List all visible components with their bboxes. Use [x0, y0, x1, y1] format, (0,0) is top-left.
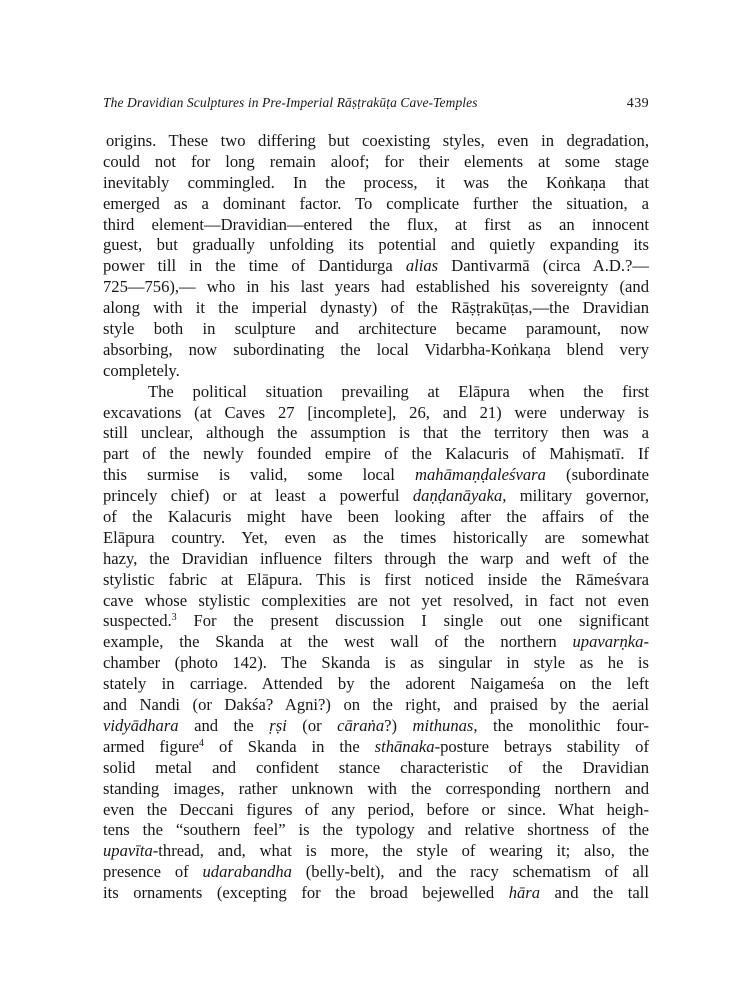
- book-page: [103, 95, 649, 904]
- text-line: guest, but gradually unfolding its potential and quietly expanding its: [103, 235, 649, 255]
- text-line: completely.: [103, 360, 180, 380]
- page-number: 439: [626, 96, 649, 111]
- text-line: stylistic fabric at Elāpura. This is first noticed inside the Rāmeśvara: [103, 569, 649, 589]
- text-line: armed figure$^4$ of Skanda in the sthānaka-posture betrays stability of: [103, 736, 649, 756]
- text-line: The political situation prevailing at Elāpura when the first: [148, 381, 649, 401]
- text-line: solid metal and confident stance characteristic of the Dravidian: [103, 757, 649, 777]
- text-line: power till in the time of Dantidurga alias Dantivarmā (circa A.D.?—: [103, 256, 649, 276]
- text-line: style both in sculpture and architecture became paramount, now: [103, 319, 649, 339]
- text-line: could not for long remain aloof; for their elements at some stage: [103, 151, 649, 171]
- text-line: still unclear, although the assumption is that the territory then was a: [103, 423, 649, 443]
- running-head: [103, 95, 649, 121]
- text-line: 725—756),— who in his last years had established his sovereignty (and: [103, 277, 649, 297]
- text-line: its ornaments (excepting for the broad bejewelled hāra and the tall: [103, 883, 650, 903]
- text-line: absorbing, now subordinating the local Vidarbha-Koṅkaṇa blend very: [103, 339, 649, 359]
- text-line: cave whose stylistic complexities are not yet resolved, in fact not even: [103, 590, 649, 610]
- text-line: origins. These two differing but coexisting styles, even in degradation,: [106, 131, 649, 150]
- text-line: Elāpura country. Yet, even as the times historically are somewhat: [103, 527, 649, 547]
- text-line: hazy, the Dravidian influence filters through the warp and weft of the: [103, 548, 649, 568]
- text-line: of the Kalacuris might have been looking after the affairs of the: [103, 507, 649, 527]
- text-line: upavīta-thread, and, what is more, the style of wearing it; also, the: [103, 841, 649, 861]
- text-line: vidyādhara and the ṛṣi (or cāraṅa?) mithunas, the monolithic four-: [103, 715, 649, 735]
- text-line: standing images, rather unknown with the corresponding northern and: [103, 778, 649, 798]
- text-line: princely chief) or at least a powerful daṇḍanāyaka, military governor,: [103, 486, 650, 506]
- text-line: and Nandi (or Dakśa? Agni?) on the right, and praised by the aerial: [103, 695, 649, 715]
- body-text: [103, 131, 649, 904]
- text-line: inevitably commingled. In the process, it was the Koṅkaṇa that: [103, 172, 649, 192]
- footnote-marker: 4: [199, 737, 205, 749]
- running-title: The Dravidian Sculptures in Pre-Imperial Rāṣṭrakūṭa Cave-Temples: [103, 95, 478, 110]
- text-line: presence of udarabandha (belly-belt), and the racy schematism of all: [103, 862, 649, 882]
- footnote-marker: 3: [171, 612, 177, 624]
- text-line: emerged as a dominant factor. To complicate further the situation, a: [103, 193, 649, 213]
- text-line: chamber (photo 142). The Skanda is as singular in style as he is: [103, 653, 649, 673]
- text-line: part of the newly founded empire of the Kalacuris of Mahiṣmatī. If: [103, 444, 649, 464]
- text-line: example, the Skanda at the west wall of the northern upavarṇka-: [103, 632, 649, 652]
- text-line: third element—Dravidian—entered the flux, at first as an innocent: [103, 214, 649, 234]
- text-line: stately in carriage. Attended by the adorent Naigameśa on the left: [103, 674, 649, 694]
- text-line: suspected.$^3$ For the present discussion I single out one significant: [103, 611, 649, 631]
- text-line: tens the “southern feel” is the typology and relative shortness of the: [103, 820, 649, 840]
- text-line: excavations (at Caves 27 [incomplete], 26, and 21) were underway is: [103, 402, 649, 422]
- text-line: even the Deccani figures of any period, before or since. What heigh-: [103, 799, 649, 819]
- text-line: this surmise is valid, some local mahāmaṇḍaleśvara (subordinate: [103, 465, 649, 485]
- text-line: along with it the imperial dynasty) of the Rāṣṭrakūṭas,—the Dravidian: [103, 298, 649, 318]
